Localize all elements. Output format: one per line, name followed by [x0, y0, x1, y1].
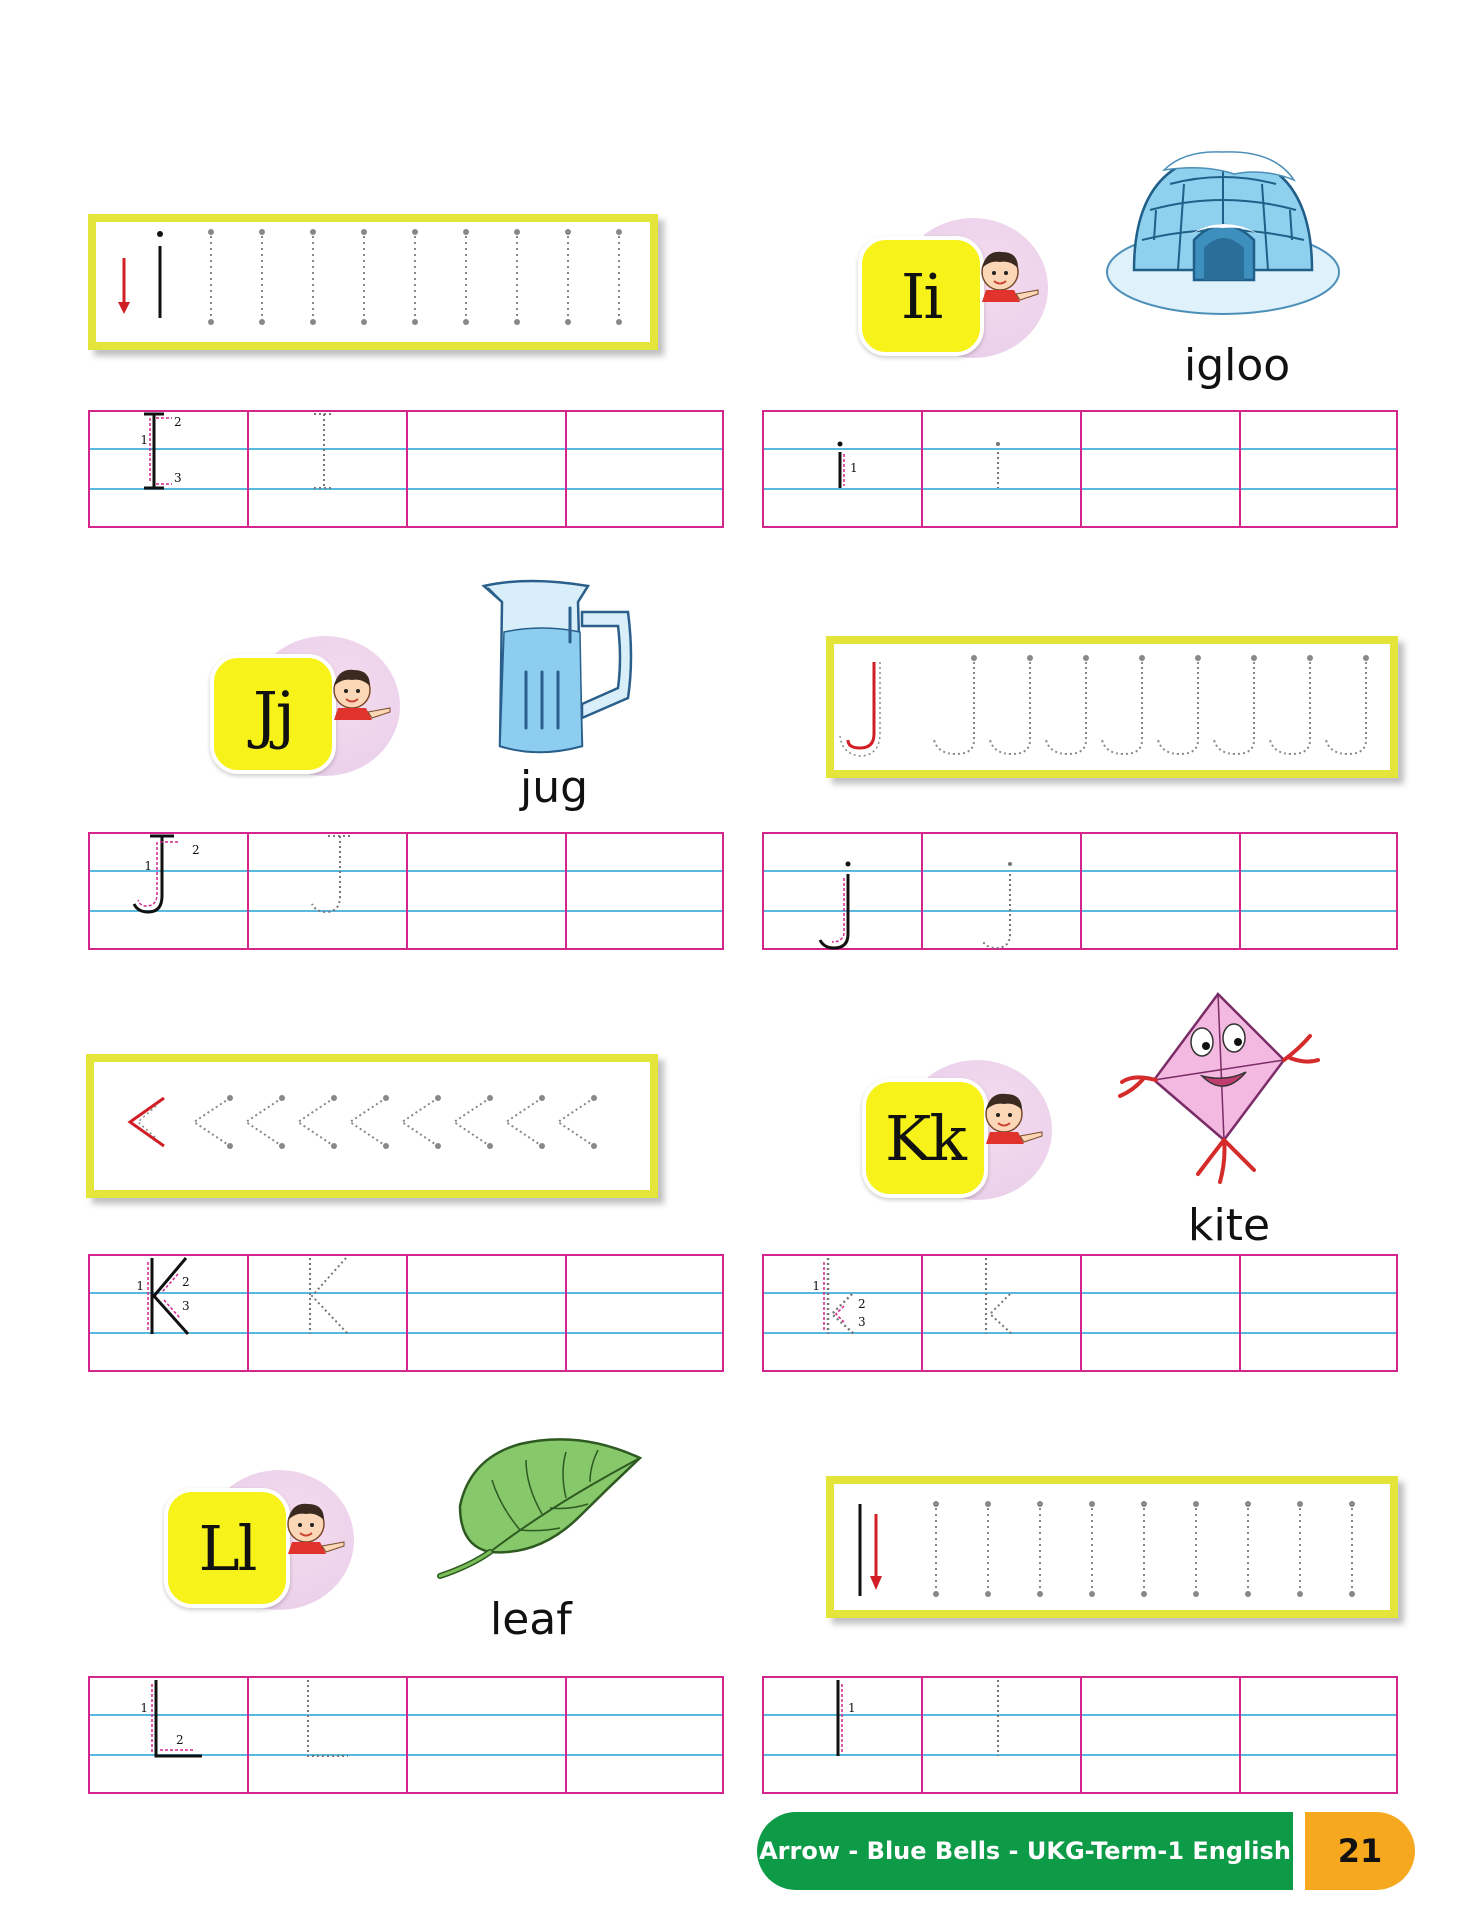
cell-divider	[565, 412, 567, 526]
letter-pair-jj: Jj	[210, 654, 336, 774]
kid-pointing-icon	[980, 1088, 1046, 1152]
cell-divider	[565, 834, 567, 948]
kid-pointing-icon	[976, 246, 1042, 310]
stroke-number: 1	[812, 1279, 820, 1293]
cell-divider	[406, 412, 408, 526]
cell-divider	[1080, 834, 1082, 948]
stroke-number: 1	[136, 1279, 144, 1293]
kite-picture	[1114, 990, 1324, 1190]
writing-strip-j-lower	[762, 832, 1398, 950]
tracing-pattern-box-j	[826, 636, 1398, 778]
writing-strip-J-upper	[88, 832, 724, 950]
writing-strip-k-lower	[762, 1254, 1398, 1372]
K-model-letter	[90, 1256, 390, 1374]
stroke-number: 3	[858, 1315, 866, 1329]
stroke-number: 1	[140, 433, 148, 447]
stroke-number: 1	[848, 1701, 856, 1715]
cell-divider	[406, 1256, 408, 1370]
writing-strip-i-lower	[762, 410, 1398, 528]
cell-divider	[1239, 1256, 1241, 1370]
I-model-letter	[90, 412, 390, 530]
letter-pair-kk: Kk	[862, 1078, 988, 1198]
stroke-number: 2	[858, 1297, 866, 1311]
stroke-number: 2	[192, 843, 200, 857]
cell-divider	[1080, 1256, 1082, 1370]
stroke-number: 1	[140, 1701, 148, 1715]
kid-pointing-icon	[282, 1498, 348, 1562]
stroke-number: 2	[174, 415, 182, 429]
igloo-picture	[1104, 140, 1342, 320]
word-kite: kite	[1188, 1200, 1271, 1251]
tracing-pattern-box-k	[86, 1054, 658, 1198]
letter-pair-ll: Ll	[164, 1488, 290, 1608]
page-number: 21	[1305, 1812, 1415, 1890]
stroke-number: 2	[176, 1733, 184, 1747]
cell-divider	[1239, 834, 1241, 948]
letter-pair-ii: Ii	[858, 236, 984, 356]
cell-divider	[1080, 412, 1082, 526]
word-leaf: leaf	[490, 1594, 572, 1645]
cell-divider	[565, 1256, 567, 1370]
letter-badge-jj	[210, 636, 430, 786]
writing-strip-K-upper	[88, 1254, 724, 1372]
jug-picture	[478, 578, 648, 758]
L-model-letter	[90, 1678, 390, 1796]
stroke-number: 1	[144, 859, 152, 873]
leaf-picture	[430, 1436, 650, 1582]
J-model-letter	[90, 834, 390, 952]
writing-strip-l-lower	[762, 1676, 1398, 1794]
stroke-number: 2	[182, 1275, 190, 1289]
cell-divider	[406, 1678, 408, 1792]
cell-divider	[1239, 412, 1241, 526]
cell-divider	[1239, 1678, 1241, 1792]
stroke-number: 3	[182, 1299, 190, 1313]
cell-divider	[1080, 1678, 1082, 1792]
writing-strip-L-upper	[88, 1676, 724, 1794]
letter-badge-ii	[858, 218, 1078, 368]
tracing-pattern-box-l	[826, 1476, 1398, 1618]
footer-book-title: Arrow - Blue Bells - UKG-Term-1 English	[757, 1812, 1293, 1890]
stroke-number: 1	[850, 461, 858, 475]
i-model-letter	[764, 412, 1064, 530]
cell-divider	[406, 834, 408, 948]
letter-badge-kk	[862, 1060, 1082, 1210]
stroke-number: 3	[174, 471, 182, 485]
j-model-letter	[764, 834, 1064, 952]
kid-pointing-icon	[328, 664, 394, 728]
cell-divider	[565, 1678, 567, 1792]
letter-badge-ll	[164, 1470, 384, 1620]
word-igloo: igloo	[1184, 340, 1291, 391]
l-model-letter	[764, 1678, 1064, 1796]
word-jug: jug	[520, 762, 589, 813]
tracing-pattern-box-i	[88, 214, 658, 350]
writing-strip-I-upper	[88, 410, 724, 528]
k-model-letter	[764, 1256, 1064, 1374]
